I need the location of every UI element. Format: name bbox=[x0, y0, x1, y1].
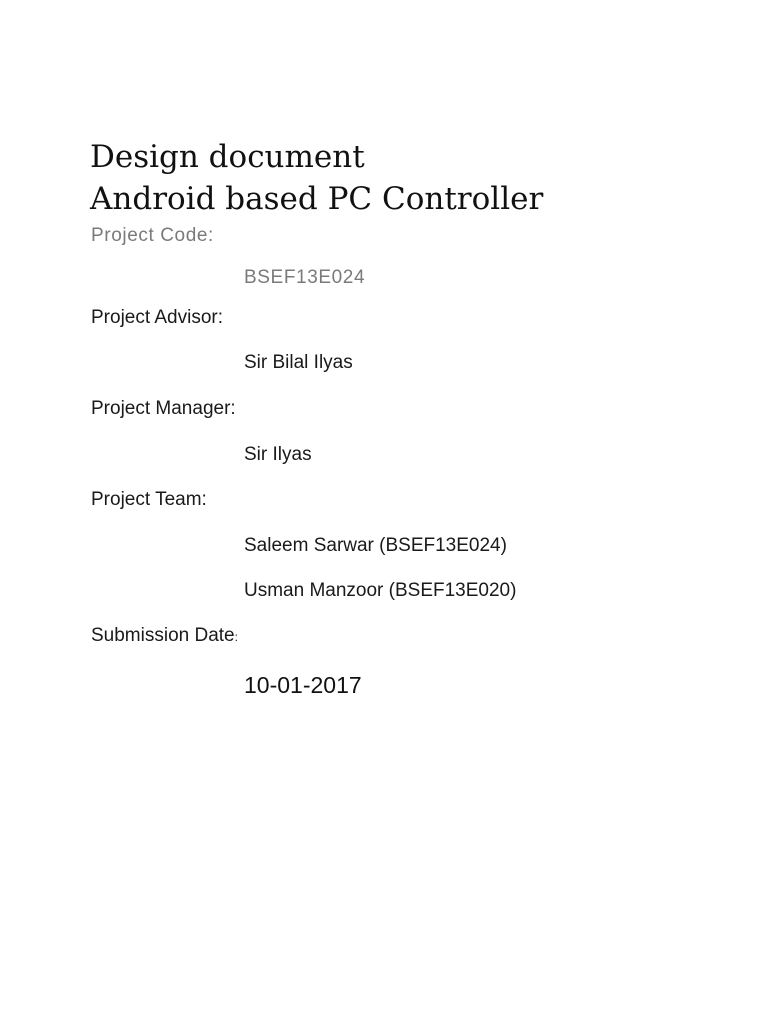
submission-date-colon: : bbox=[234, 630, 238, 644]
project-team-label: Project Team: bbox=[91, 489, 207, 510]
project-code-label: Project Code: bbox=[91, 225, 214, 246]
document-title-line-1: Design document bbox=[90, 139, 365, 175]
submission-date-value: 10-01-2017 bbox=[244, 672, 362, 698]
project-manager-value: Sir Ilyas bbox=[244, 444, 312, 465]
team-member: Usman Manzoor (BSEF13E020) bbox=[244, 580, 517, 601]
project-code-value: BSEF13E024 bbox=[244, 267, 366, 288]
submission-date-label-row bbox=[91, 624, 238, 649]
team-member: Saleem Sarwar (BSEF13E024) bbox=[244, 535, 507, 556]
submission-date-label: Submission Date bbox=[91, 625, 235, 646]
project-advisor-value: Sir Bilal Ilyas bbox=[244, 352, 353, 373]
project-advisor-label: Project Advisor: bbox=[91, 307, 223, 328]
document-title-line-2: Android based PC Controller bbox=[90, 181, 544, 217]
project-manager-label: Project Manager: bbox=[91, 398, 236, 419]
